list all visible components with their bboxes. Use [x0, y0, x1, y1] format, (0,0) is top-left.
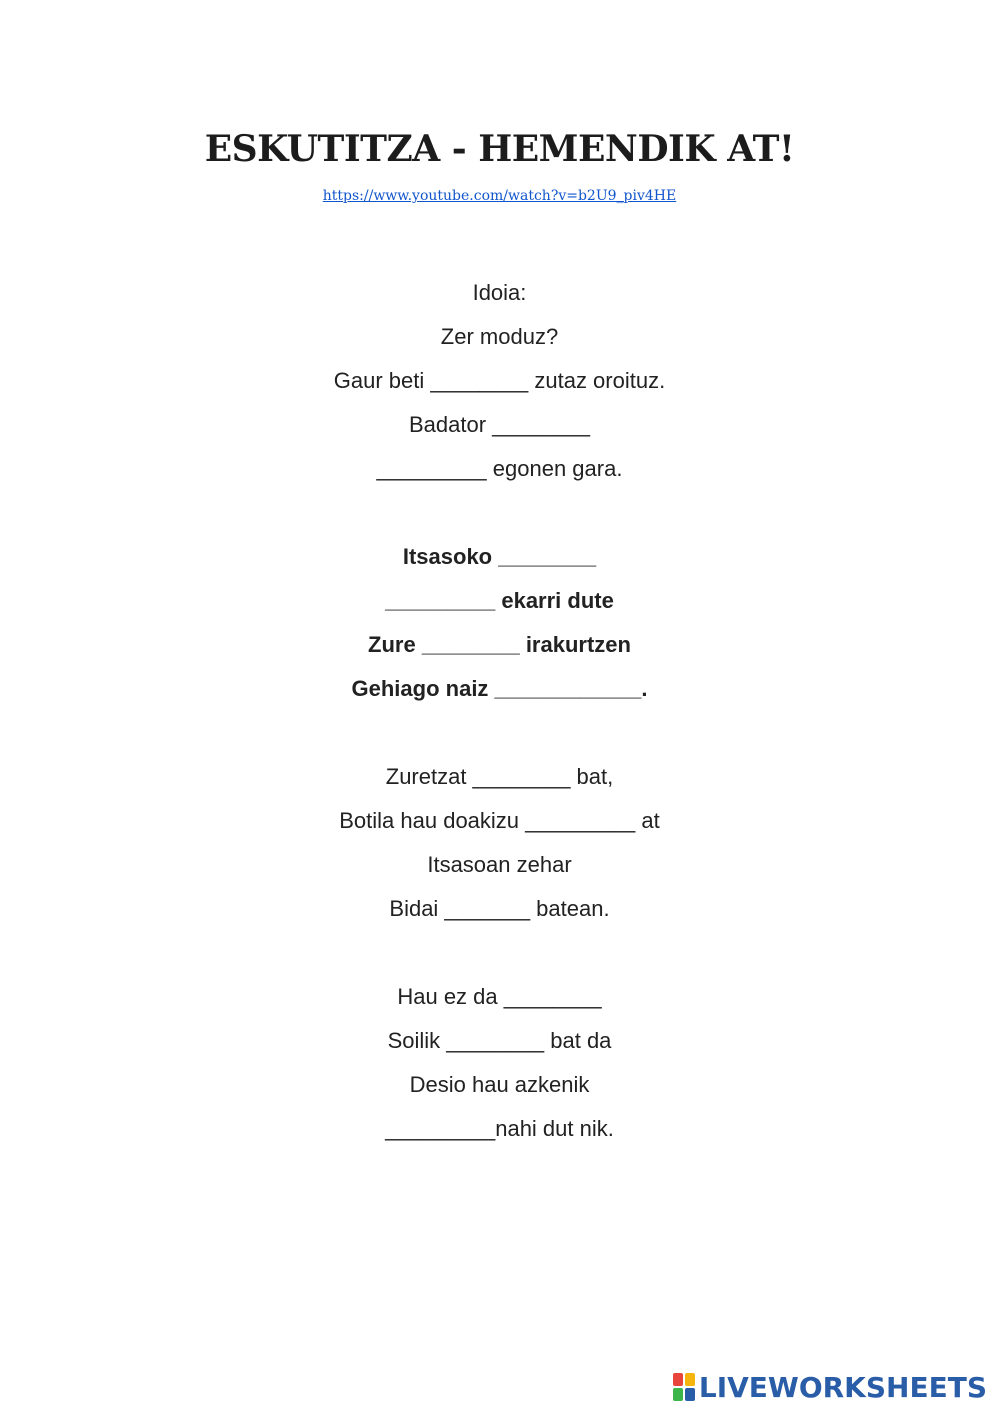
liveworksheets-logo — [673, 1370, 987, 1404]
logo-text: LIVEWORKSHEETS — [698, 1370, 987, 1404]
lyric-line: Itsasoan zehar — [427, 852, 572, 877]
liveworksheets-logo-icon — [673, 1373, 695, 1401]
lyric-line: _________ egonen gara. — [376, 456, 623, 481]
lyric-line: _________ ekarri dute — [385, 588, 614, 613]
logo-icon-square — [685, 1388, 695, 1401]
logo-icon-square — [673, 1388, 683, 1401]
stanza-gap — [0, 936, 999, 980]
lyric-line: Desio hau azkenik — [409, 1072, 590, 1097]
youtube-link[interactable]: https://www.youtube.com/watch?v=b2U9_piv4HE — [322, 188, 677, 204]
lyric-line: Soilik ________ bat da — [387, 1028, 612, 1053]
lyric-line: Bidai _______ batean. — [389, 896, 610, 921]
lyrics — [0, 276, 999, 1156]
lyric-line: Zure ________ irakurtzen — [368, 632, 631, 657]
lyric-line: Hau ez da ________ — [397, 984, 602, 1009]
lyric-line: Botila hau doakizu _________ at — [339, 808, 660, 833]
lyric-line: Badator ________ — [408, 412, 591, 437]
lyric-line: Itsasoko ________ — [402, 544, 597, 569]
lyric-line: _________nahi dut nik. — [385, 1116, 614, 1141]
lyric-line: Gaur beti ________ zutaz oroituz. — [333, 368, 666, 393]
lyric-line: Gehiago naiz ____________. — [351, 676, 648, 701]
lyric-line: Zuretzat ________ bat, — [385, 764, 614, 789]
stanza-gap — [0, 496, 999, 540]
lyric-line: Idoia: — [472, 280, 527, 305]
stanza-gap — [0, 716, 999, 760]
lyric-line: Zer moduz? — [440, 324, 559, 349]
logo-icon-square — [685, 1373, 695, 1386]
page-title: ESKUTITZA - HEMENDIK AT! — [204, 128, 795, 170]
logo-icon-square — [673, 1373, 683, 1386]
